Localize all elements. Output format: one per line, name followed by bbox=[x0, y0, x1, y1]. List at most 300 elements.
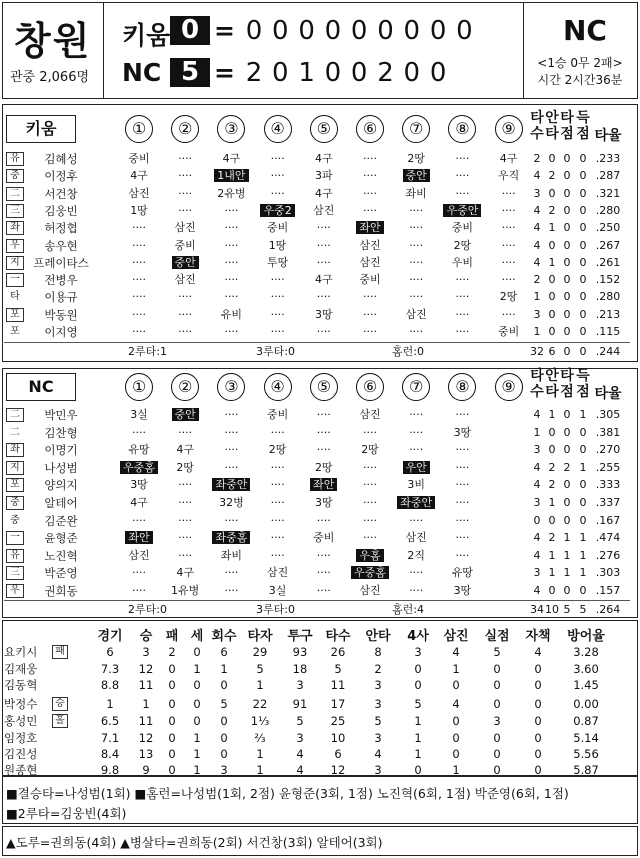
pitching-stat: 0 bbox=[493, 662, 501, 676]
stat-value: 0 bbox=[579, 496, 587, 509]
at-bat-result: ···· bbox=[363, 152, 377, 165]
at-bat-result: ···· bbox=[270, 186, 285, 200]
batting-average: .474 bbox=[595, 531, 621, 545]
at-bat-result: ···· bbox=[224, 221, 239, 235]
at-bat-result: 좌안 bbox=[118, 531, 160, 545]
player-name: 송우현 bbox=[44, 238, 78, 253]
at-bat-result: ···· bbox=[455, 325, 470, 338]
inning-score: 0 bbox=[324, 58, 342, 88]
pitcher-name: 요키시 bbox=[4, 645, 38, 659]
pitching-stat: 6.5 bbox=[100, 714, 120, 728]
pitching-stat: 0 bbox=[193, 697, 201, 711]
stat-value: 0 bbox=[548, 290, 556, 304]
at-bat-result: ···· bbox=[132, 584, 146, 597]
stat-value: 1 bbox=[579, 531, 587, 545]
at-bat-result: ···· bbox=[316, 221, 331, 235]
pitching-stat: 5 bbox=[220, 697, 228, 711]
pitching-stat: 3 bbox=[296, 678, 304, 692]
batting-average: .280 bbox=[595, 203, 621, 217]
pitching-stat: 5.14 bbox=[573, 731, 599, 745]
pitching-stat: 1⅓ bbox=[250, 714, 270, 728]
note-steals-dp: ▲도루=권희동(4회) ▲병살타=권희동(2회) 서건창(3회) 알테어(3회) bbox=[6, 835, 383, 850]
at-bat-result: ···· bbox=[178, 203, 193, 217]
pitching-stat: 0 bbox=[193, 714, 201, 728]
at-bat-result: ···· bbox=[316, 425, 331, 439]
player-name: 프레이타스 bbox=[33, 255, 89, 270]
at-bat-result: ···· bbox=[132, 307, 146, 321]
player-name: 박민우 bbox=[44, 408, 78, 422]
at-bat-result: ···· bbox=[224, 325, 239, 338]
pitching-stat: 11 bbox=[138, 678, 154, 692]
position-badge: 우 bbox=[6, 584, 24, 598]
stat-value: 0 bbox=[579, 478, 587, 492]
batting-average: .255 bbox=[595, 460, 621, 474]
stat-header-bottom: 타 bbox=[545, 126, 559, 142]
player-name: 김찬형 bbox=[44, 425, 78, 440]
pitching-stat: 0 bbox=[168, 763, 176, 777]
pitching-stat: 8 bbox=[374, 645, 382, 659]
stat-value: 0 bbox=[579, 221, 587, 235]
pitching-stat: 1 bbox=[193, 747, 201, 761]
pitching-stat: 0 bbox=[534, 662, 542, 676]
stat-value: 1 bbox=[548, 566, 556, 580]
pitching-stat: 3 bbox=[493, 714, 501, 728]
pitching-stat: 18 bbox=[292, 662, 308, 676]
at-bat-result: 투땅 bbox=[266, 255, 289, 269]
pitching-stat: 0.87 bbox=[573, 714, 599, 728]
position-badge: 지 bbox=[6, 256, 24, 270]
at-bat-result: 4구 bbox=[130, 169, 148, 183]
stat-value: 0 bbox=[563, 307, 571, 321]
stat-value: 1 bbox=[548, 255, 556, 269]
stat-header-top: 득 bbox=[576, 368, 590, 384]
at-bat-result: ···· bbox=[409, 273, 424, 287]
at-bat-result: 1유병 bbox=[171, 584, 200, 597]
at-bat-result: 3실 bbox=[268, 584, 287, 597]
at-bat-result: ···· bbox=[178, 478, 193, 492]
inning-circle: ④ bbox=[264, 373, 292, 401]
stat-value: 0 bbox=[533, 513, 541, 527]
pitching-stat: ⅔ bbox=[254, 731, 266, 745]
at-bat-result: ···· bbox=[363, 203, 377, 217]
pitching-stat: 8.8 bbox=[100, 678, 120, 692]
player-name: 김웅빈 bbox=[44, 203, 78, 218]
pitching-stat: 9.8 bbox=[100, 763, 120, 777]
pitching-stat: 0 bbox=[534, 747, 542, 761]
pitching-stat: 0 bbox=[168, 731, 176, 745]
inning-score: 0 bbox=[245, 16, 263, 46]
pitcher-name: 김동혁 bbox=[4, 678, 38, 692]
inning-circle: ⑧ bbox=[448, 373, 476, 401]
inning-circle: ⑤ bbox=[310, 373, 338, 401]
at-bat-result: ···· bbox=[455, 186, 470, 200]
at-bat-result: ···· bbox=[316, 584, 331, 597]
stat-header-bottom: 점 bbox=[560, 126, 574, 142]
stat-value: 0 bbox=[563, 478, 571, 492]
inning-score: 0 bbox=[324, 16, 342, 46]
stat-value: 4 bbox=[533, 255, 541, 269]
at-bat-result: ···· bbox=[409, 584, 424, 597]
player-name: 이명기 bbox=[44, 443, 78, 458]
stat-value: 3 bbox=[533, 566, 541, 580]
batting-average: .233 bbox=[595, 152, 621, 165]
pitching-stat: 0 bbox=[493, 697, 501, 711]
at-bat-result: ···· bbox=[224, 290, 239, 304]
at-bat-result: ···· bbox=[224, 584, 239, 597]
player-name: 나성범 bbox=[44, 460, 78, 475]
stat-value: 1 bbox=[548, 221, 556, 235]
pitching-stat: 0 bbox=[220, 714, 228, 728]
pitching-stat: 12 bbox=[330, 763, 346, 777]
pitching-stat: 5.56 bbox=[573, 747, 599, 761]
pitching-stat: 3.28 bbox=[573, 645, 599, 659]
pitching-stat: 0 bbox=[168, 678, 176, 692]
stat-value: 0 bbox=[579, 186, 587, 200]
at-bat-result: 유비 bbox=[220, 307, 243, 321]
at-bat-result: ···· bbox=[316, 513, 331, 527]
at-bat-result: ···· bbox=[132, 255, 146, 269]
at-bat-result: 4구 bbox=[314, 152, 333, 165]
stat-value: 0 bbox=[563, 584, 571, 597]
stat-value: 1 bbox=[579, 548, 587, 562]
at-bat-result: ···· bbox=[501, 203, 516, 217]
player-name: 허정협 bbox=[44, 221, 78, 236]
batting-average: .167 bbox=[595, 513, 621, 527]
at-bat-result: 2땅 bbox=[499, 290, 518, 304]
player-name: 김준완 bbox=[44, 513, 78, 528]
batting-average: .321 bbox=[595, 186, 621, 200]
stat-value: 0 bbox=[563, 186, 571, 200]
stat-value: 0 bbox=[563, 290, 571, 304]
at-bat-result: 삼진 bbox=[313, 203, 335, 217]
at-bat-result: 우중홈 bbox=[118, 461, 160, 475]
decision-badge: 패 bbox=[52, 645, 68, 659]
position-badge: 중 bbox=[6, 496, 24, 510]
at-bat-result: 2땅 bbox=[176, 460, 194, 474]
pitching-stat: 0 bbox=[168, 697, 176, 711]
at-bat-result: ···· bbox=[178, 531, 193, 545]
at-bat-result: ···· bbox=[224, 425, 239, 439]
at-bat-result: 2땅 bbox=[453, 238, 472, 252]
pitching-stat: 3 bbox=[414, 645, 422, 659]
stadium-name: 창원 bbox=[14, 19, 92, 63]
pitching-stat: 2 bbox=[374, 662, 382, 676]
at-bat-result: ···· bbox=[409, 566, 424, 580]
batting-average: .250 bbox=[595, 221, 621, 235]
position-badge: 중 bbox=[10, 514, 20, 526]
at-bat-result: ···· bbox=[455, 478, 470, 492]
stat-value: 2 bbox=[548, 478, 556, 492]
pitching-stat: 4 bbox=[374, 747, 382, 761]
player-name: 알테어 bbox=[44, 496, 78, 510]
at-bat-result: ···· bbox=[455, 548, 470, 562]
stat-value: 1 bbox=[579, 566, 587, 580]
stat-value: 3 bbox=[533, 186, 541, 200]
stat-value: 0 bbox=[579, 307, 587, 321]
triples-total: 3루타:0 bbox=[256, 345, 295, 358]
at-bat-result: ···· bbox=[455, 496, 470, 509]
at-bat-result: 4구 bbox=[176, 443, 194, 457]
at-bat-result: ···· bbox=[316, 443, 331, 457]
position-badge: 타 bbox=[10, 291, 20, 303]
at-bat-result: ···· bbox=[224, 443, 239, 457]
stat-value: 2 bbox=[548, 203, 556, 217]
pitching-col-header: 경기 bbox=[97, 629, 123, 644]
stat-header-top: 타 bbox=[530, 110, 544, 126]
pitching-col-header: 자책 bbox=[525, 629, 551, 644]
pitching-stat: 6 bbox=[220, 645, 228, 659]
at-bat-result: ···· bbox=[178, 425, 193, 439]
at-bat-result: ···· bbox=[270, 460, 285, 474]
stat-value: 4 bbox=[533, 221, 541, 235]
at-bat-result: ···· bbox=[132, 273, 146, 287]
pitching-stat: 1 bbox=[256, 747, 264, 761]
at-bat-result: 우직 bbox=[497, 169, 520, 183]
player-name: 박동원 bbox=[44, 307, 78, 322]
pitching-stat: 0 bbox=[452, 714, 460, 728]
at-bat-result: ···· bbox=[363, 478, 377, 492]
pitching-stat: 0 bbox=[452, 747, 460, 761]
at-bat-result: ···· bbox=[501, 186, 516, 200]
stat-value: 1 bbox=[563, 548, 571, 562]
triples-total: 3루타:0 bbox=[256, 603, 295, 616]
stat-value: 1 bbox=[563, 531, 571, 545]
at-bat-result: ···· bbox=[224, 238, 239, 252]
inning-score: 0 bbox=[429, 58, 447, 88]
at-bat-result: ···· bbox=[316, 255, 331, 269]
pitching-stat: 4 bbox=[452, 645, 460, 659]
inning-circle: ③ bbox=[217, 373, 245, 401]
stat-value: 0 bbox=[563, 238, 571, 252]
at-bat-result: ···· bbox=[224, 566, 239, 580]
inning-circle: ③ bbox=[217, 115, 245, 143]
position-badge: 一 bbox=[6, 273, 24, 287]
total-stat: 0 bbox=[563, 345, 571, 358]
batting-average: .270 bbox=[595, 443, 621, 457]
stat-value: 0 bbox=[579, 443, 587, 457]
stat-value: 2 bbox=[533, 273, 541, 287]
pitching-stat: 7.3 bbox=[100, 662, 120, 676]
at-bat-result: ···· bbox=[409, 203, 424, 217]
at-bat-result: 4구 bbox=[314, 273, 333, 287]
pitcher-name: 박정수 bbox=[4, 697, 38, 711]
pitching-stat: 17 bbox=[330, 697, 346, 711]
away-team-name: 키움 bbox=[122, 21, 171, 50]
pitching-stat: 0 bbox=[193, 645, 201, 659]
pitching-stat: 4 bbox=[452, 697, 460, 711]
pitching-stat: 3 bbox=[296, 731, 304, 745]
stat-value: 3 bbox=[533, 496, 541, 509]
at-bat-result: 좌안 bbox=[303, 478, 345, 492]
at-bat-result: 2땅 bbox=[314, 460, 333, 474]
pitching-stat: 11 bbox=[330, 678, 346, 692]
player-name: 이정후 bbox=[44, 169, 78, 184]
pitching-col-header: 회수 bbox=[211, 629, 237, 644]
at-bat-result: 중안 bbox=[164, 256, 206, 270]
at-bat-result: 중안 bbox=[395, 169, 437, 183]
at-bat-result: ···· bbox=[455, 307, 470, 321]
at-bat-result: ···· bbox=[363, 186, 377, 200]
pitching-stat: 25 bbox=[330, 714, 346, 728]
total-stat: 0 bbox=[579, 345, 587, 358]
at-bat-result: ···· bbox=[178, 186, 193, 200]
at-bat-result: ···· bbox=[409, 290, 424, 304]
pitching-stat: 4 bbox=[296, 763, 304, 777]
pitching-stat: 29 bbox=[252, 645, 268, 659]
at-bat-result: ···· bbox=[363, 425, 377, 439]
batting-average: .276 bbox=[595, 548, 621, 562]
at-bat-result: 좌비 bbox=[405, 186, 427, 200]
inning-score: 0 bbox=[429, 16, 447, 46]
pitching-stat: 3 bbox=[220, 763, 228, 777]
team-average: .244 bbox=[595, 345, 621, 358]
at-bat-result: ···· bbox=[132, 238, 146, 252]
pitching-stat: 0.00 bbox=[573, 697, 599, 711]
stat-header-top: 타 bbox=[560, 110, 574, 126]
away-total-runs: 0 bbox=[170, 16, 210, 45]
pitching-stat: 0 bbox=[220, 747, 228, 761]
position-badge: 三 bbox=[6, 566, 24, 580]
at-bat-result: ···· bbox=[409, 325, 424, 338]
inning-circle: ① bbox=[125, 115, 153, 143]
total-stat: 6 bbox=[548, 345, 556, 358]
at-bat-result: 3땅 bbox=[314, 307, 333, 321]
at-bat-result: 우중홈 bbox=[349, 566, 391, 580]
at-bat-result: 4구 bbox=[499, 152, 518, 165]
pitching-stat: 0 bbox=[193, 678, 201, 692]
at-bat-result: ···· bbox=[270, 425, 285, 439]
pitching-stat: 3 bbox=[142, 645, 150, 659]
at-bat-result: 좌중안 bbox=[210, 478, 252, 492]
inning-score: 0 bbox=[456, 16, 473, 46]
player-name: 김혜성 bbox=[44, 152, 78, 166]
at-bat-result: ···· bbox=[409, 255, 424, 269]
stat-value: 0 bbox=[563, 513, 571, 527]
home-batting-team: NC bbox=[6, 373, 76, 401]
batting-average: .337 bbox=[595, 496, 621, 509]
pitching-col-header: 안타 bbox=[365, 629, 391, 644]
pitching-col-header: 타자 bbox=[247, 629, 273, 644]
player-name: 양의지 bbox=[44, 478, 78, 493]
at-bat-result: ···· bbox=[363, 460, 377, 474]
stat-value: 0 bbox=[563, 408, 571, 421]
inning-circle: ⑤ bbox=[310, 115, 338, 143]
pitching-stat: 0 bbox=[493, 731, 501, 745]
at-bat-result: ···· bbox=[270, 548, 285, 562]
stat-value: 0 bbox=[579, 325, 587, 338]
at-bat-result: ···· bbox=[224, 255, 239, 269]
at-bat-result: ···· bbox=[270, 307, 285, 321]
at-bat-result: ···· bbox=[270, 325, 285, 338]
pitching-stat: 1 bbox=[414, 747, 422, 761]
total-stat: 5 bbox=[563, 603, 571, 616]
stat-value: 3 bbox=[533, 307, 541, 321]
stat-value: 0 bbox=[563, 152, 571, 165]
inning-circle: ② bbox=[171, 373, 199, 401]
at-bat-result: ···· bbox=[455, 460, 470, 474]
batting-average: .157 bbox=[595, 584, 621, 597]
stat-value: 1 bbox=[548, 496, 556, 509]
stat-value: 0 bbox=[548, 273, 556, 287]
pitching-stat: 5 bbox=[296, 714, 304, 728]
at-bat-result: 삼진 bbox=[266, 566, 289, 580]
pitching-stat: 3.60 bbox=[573, 662, 599, 676]
stat-value: 0 bbox=[579, 255, 587, 269]
stat-value: 0 bbox=[563, 325, 571, 338]
at-bat-result: 중안 bbox=[164, 408, 206, 422]
at-bat-result: 4구 bbox=[130, 496, 148, 509]
player-name: 서건창 bbox=[44, 186, 78, 201]
inning-score: 0 bbox=[272, 58, 289, 88]
stat-value: 3 bbox=[533, 443, 541, 457]
stat-value: 4 bbox=[533, 238, 541, 252]
pitching-stat: 0 bbox=[414, 662, 422, 676]
at-bat-result: 3파 bbox=[314, 169, 333, 183]
pitching-stat: 1 bbox=[452, 763, 460, 777]
avg-header: 타율 bbox=[594, 386, 622, 402]
inning-score: 0 bbox=[403, 58, 421, 88]
inning-circle: ② bbox=[171, 115, 199, 143]
pitching-stat: 0 bbox=[493, 763, 501, 777]
inning-score: 0 bbox=[350, 16, 368, 46]
inning-score: 0 bbox=[403, 16, 421, 46]
player-name: 노진혁 bbox=[44, 548, 78, 563]
pitching-col-header: 방어율 bbox=[567, 629, 605, 644]
stat-value: 0 bbox=[579, 203, 587, 217]
stat-value: 2 bbox=[563, 460, 571, 474]
player-name: 박준영 bbox=[44, 566, 78, 581]
avg-header: 타율 bbox=[594, 128, 622, 144]
pitching-stat: 5 bbox=[493, 645, 501, 659]
inning-score: 0 bbox=[377, 16, 394, 46]
position-badge: 三 bbox=[6, 204, 24, 218]
at-bat-result: ···· bbox=[270, 531, 285, 545]
position-badge: 중 bbox=[6, 169, 24, 183]
stat-value: 0 bbox=[579, 273, 587, 287]
at-bat-result: 삼진 bbox=[174, 273, 196, 287]
pitching-stat: 1 bbox=[142, 697, 150, 711]
home-batting-panel bbox=[2, 368, 638, 618]
pitching-stat: 26 bbox=[330, 645, 346, 659]
inning-score: 0 bbox=[298, 16, 315, 46]
at-bat-result: ···· bbox=[224, 513, 239, 527]
batting-average: .152 bbox=[595, 273, 621, 287]
position-badge: 二 bbox=[6, 187, 24, 201]
stat-value: 0 bbox=[548, 152, 556, 165]
at-bat-result: ···· bbox=[409, 408, 424, 421]
at-bat-result: ···· bbox=[363, 307, 377, 321]
stat-value: 0 bbox=[563, 221, 571, 235]
pitching-stat: 91 bbox=[292, 697, 308, 711]
at-bat-result: 중비 bbox=[497, 325, 520, 338]
inning-score: 2 bbox=[245, 58, 263, 88]
pitching-col-header: 실점 bbox=[484, 629, 510, 644]
team-average: .264 bbox=[595, 603, 621, 616]
batting-average: .381 bbox=[595, 425, 621, 439]
at-bat-result: ···· bbox=[363, 496, 377, 509]
at-bat-result: ···· bbox=[455, 443, 470, 457]
pitching-stat: 6 bbox=[334, 747, 342, 761]
at-bat-result: ···· bbox=[501, 307, 516, 321]
stat-value: 0 bbox=[548, 513, 556, 527]
home-total-runs: 5 bbox=[170, 58, 210, 87]
pitching-stat: 93 bbox=[292, 645, 308, 659]
stat-header-bottom: 수 bbox=[530, 126, 544, 142]
stat-header-bottom: 점 bbox=[576, 384, 590, 400]
batting-average: .261 bbox=[595, 255, 621, 269]
at-bat-result: ···· bbox=[132, 425, 146, 439]
at-bat-result: 좌비 bbox=[220, 548, 243, 562]
